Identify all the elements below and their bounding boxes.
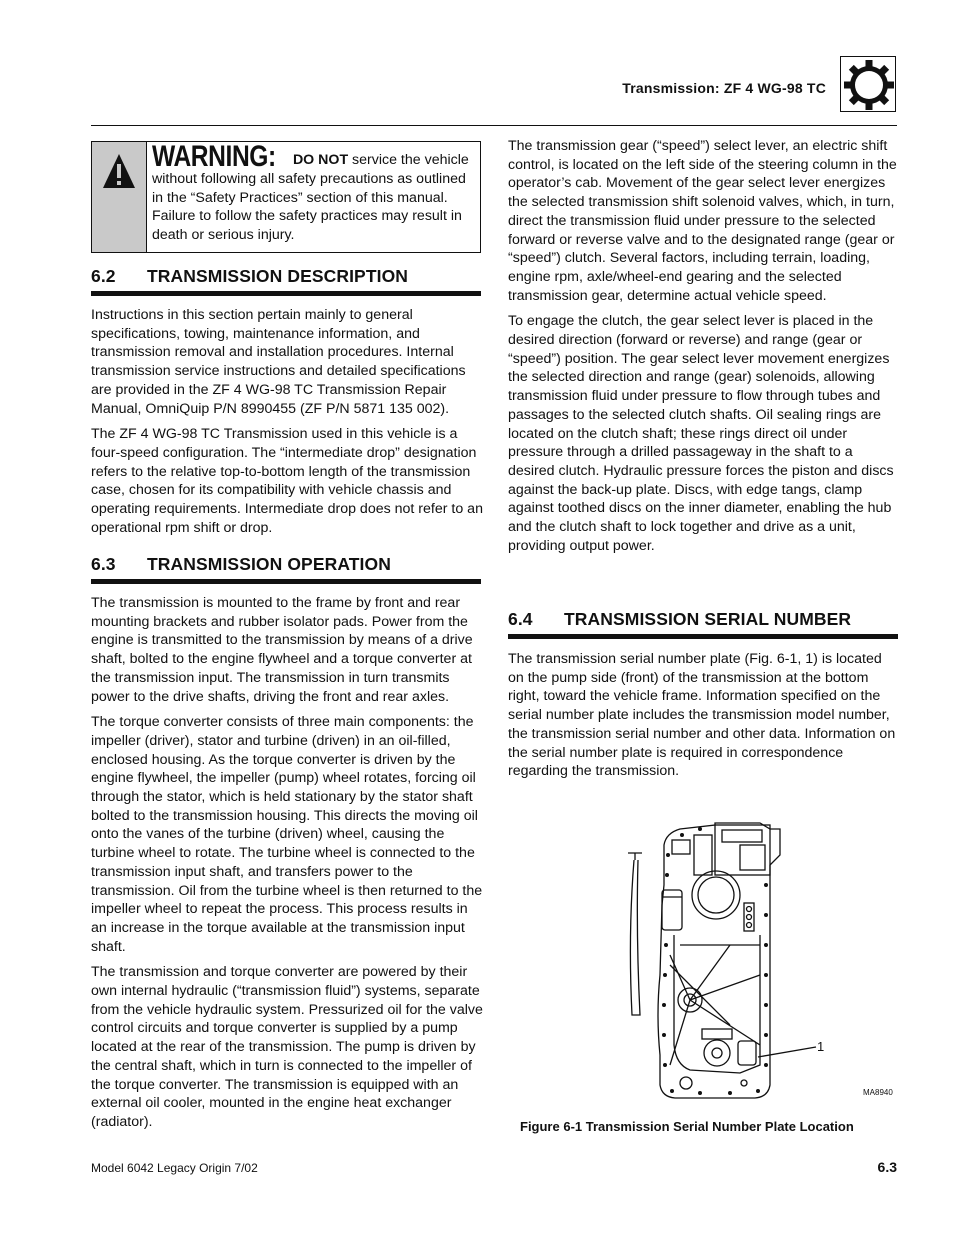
section-rule <box>91 291 481 296</box>
callout-number: 1 <box>817 1039 825 1054</box>
transmission-illustration <box>620 815 902 1105</box>
running-header-title: Transmission: ZF 4 WG-98 TC <box>622 80 826 96</box>
gear-icon <box>840 56 896 112</box>
section-heading-6-3: 6.3 TRANSMISSION OPERATION <box>91 554 391 574</box>
warning-text <box>152 140 474 245</box>
figure-caption: Figure 6-1 Transmission Serial Number Plate Location <box>520 1119 854 1134</box>
paragraph: The transmission gear (“speed”) select lever, an electric shift control, is located on the left side of the steering column in the operator’s cab. Movement of the gear select lever energizes the selected transmission shift solenoid valves, which, in turn, direct the transmission fluid under pressure to the selected forward or reverse valve and to the designated range (gear or “speed”) clutch. Several factors, including terrain, loading, engine rpm, axle/wheel-end gearing and the selected transmission gear, determine actual vehicle speed. <box>508 138 897 304</box>
section-6-3-body <box>91 594 483 1139</box>
right-column-body <box>508 137 898 562</box>
section-heading-6-4: 6.4 TRANSMISSION SERIAL NUMBER <box>508 609 852 629</box>
paragraph: To engage the clutch, the gear select lever is placed in the desired direction (forward or reverse) and range (gear or “speed”) position. The gear select lever movement energizes the selected direction and range (gear) solenoids, allowing transmission fluid under pressure to flow through tubes and passages to the selected clutch shafts. Oil sealing rings are located on the clutch shaft; these rings direct oil under pressure through a drilled passageway in the shaft to a desired clutch. Hydraulic pressure forces the piston and discs against the back-up plate. Discs, with edge tangs, clamp against toothed discs on the inner diameter, enabling the hub and the clutch shaft to lock together and drive as a unit, providing output power. <box>508 313 894 554</box>
section-6-4-body <box>508 650 898 788</box>
paragraph: The torque converter consists of three main components: the impeller (driver), stator and turbine (driven) in an oil-filled, enclosed housing. As the torque converter is driven by the engine flywheel, the impeller (pump) wheel rotates, forcing oil through the stator, which is held stationary by the stator shaft bolted to the transmission housing. This directs the moving oil onto the vanes of the turbine (driven) wheel, causing the turbine wheel to rotate. The turbine wheel is connected to the transmission input shaft, and transfers power to the transmission. Oil from the turbine wheel is then returned to the impeller wheel to repeat the process. This process results in an increase in the torque available at the transmission input shaft. <box>91 714 483 955</box>
warning-body: service the vehicle without following all safety precautions as outlined in the “Safety Practices” section of this manual. Failure to follow the safety practices may result in death or serious injury. <box>152 152 469 244</box>
section-rule <box>508 634 898 639</box>
header-rule <box>91 125 897 126</box>
paragraph: The transmission serial number plate (Fig. 6-1, 1) is located on the pump side (front) of the transmission at the bottom right, toward the vehicle frame. Information specified on the serial number plate includes the transmission model number, the transmission serial number and other data. Information on the serial number plate is required in correspondence regarding the transmission. <box>508 651 896 780</box>
figure-code: MA8940 <box>863 1088 893 1097</box>
warning-lead: DO NOT <box>292 152 349 168</box>
paragraph: The transmission is mounted to the frame by front and rear mounting brackets and rubber isolator pads. Power from the engine is transmitted to the transmission by means of a drive shaft, bolted to the engine flywheel and a torque converter at the transmission input. The transmission in turn transmits power to the drive shafts, driving the front and rear axles. <box>91 595 473 705</box>
page-number: 6.3 <box>877 1159 897 1175</box>
paragraph: Instructions in this section pertain mainly to general specifications, towing, maintenance information, and transmission removal and installation procedures. Internal transmission service instructions and detailed specifications are provided in the ZF 4 WG-98 TC Transmission Repair Manual, OmniQuip P/N 8990455 (ZF P/N 5871 135 002). <box>91 307 466 417</box>
paragraph: The ZF 4 WG-98 TC Transmission used in this vehicle is a four-speed configuration. The “intermediate drop” designation refers to the relative top-to-bottom length of the transmission case, chosen for its compatibility with vehicle chassis and operating requirements. Intermediate drop does not refer to an operational rpm shift or drop. <box>91 426 483 536</box>
warning-icon-panel <box>92 142 147 252</box>
footer-model-origin: Model 6042 Legacy Origin 7/02 <box>91 1161 258 1175</box>
section-heading-6-2: 6.2 TRANSMISSION DESCRIPTION <box>91 266 409 286</box>
warning-triangle-icon <box>101 152 137 192</box>
warning-box <box>91 141 481 253</box>
warning-heading: WARNING: <box>152 140 276 173</box>
section-6-2-body <box>91 306 483 544</box>
paragraph: The transmission and torque converter are powered by their own internal hydraulic (“transmission fluid”) systems, separate from the vehicle hydraulic system. Pressurized oil for the valve control circuits and torque converter is supplied by a pump located at the rear of the transmission. The pump is driven by the central shaft, which in turn is connected to the impeller of the torque converter. The transmission is equipped with an external oil cooler, mounted in the engine heat exchanger (radiator). <box>91 964 483 1130</box>
section-rule <box>91 579 481 584</box>
